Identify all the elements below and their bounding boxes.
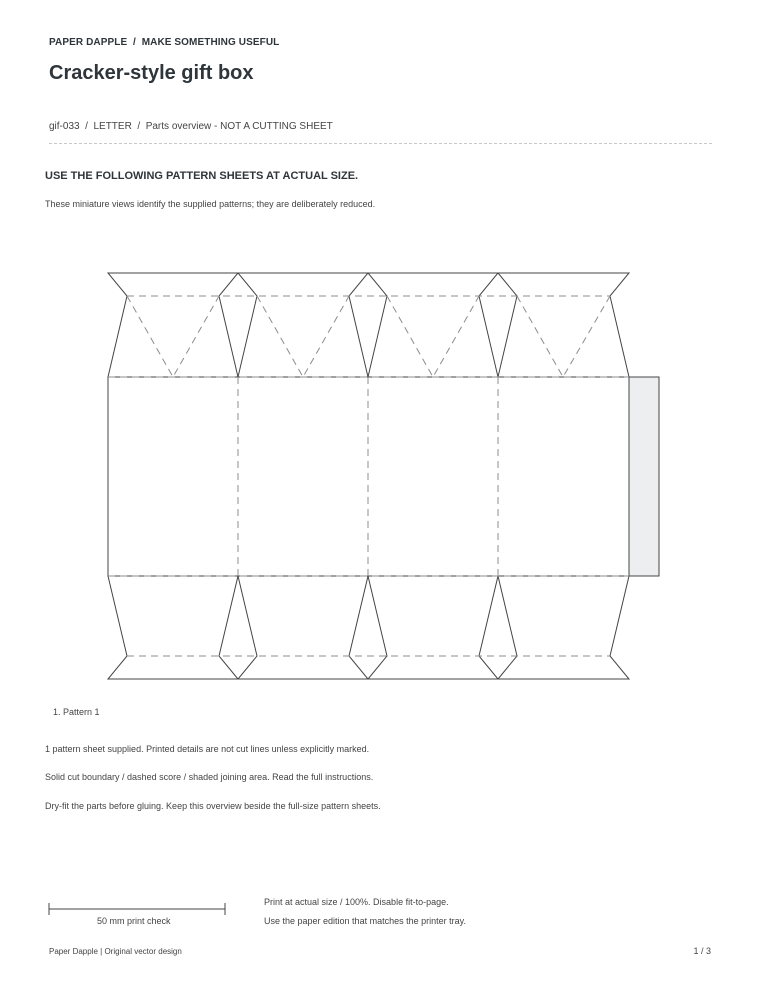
bottom-flap-4 bbox=[498, 576, 629, 679]
page-number: 1 / 3 bbox=[693, 946, 711, 956]
document-meta: gif-033 / LETTER / Parts overview - NOT A CUTTING SHEET bbox=[49, 121, 333, 132]
footer-credit: Paper Dapple | Original vector design bbox=[49, 947, 182, 956]
score-v-3 bbox=[387, 296, 479, 377]
brand-tagline: MAKE SOMETHING USEFUL bbox=[141, 37, 280, 48]
bottom-flap-1 bbox=[108, 576, 238, 679]
top-flap-3 bbox=[368, 273, 498, 377]
bottom-flap-3 bbox=[368, 576, 498, 679]
print-note-size: Print at actual size / 100%. Disable fit-to-page. bbox=[264, 897, 449, 907]
figure-caption: 1. Pattern 1 bbox=[53, 707, 100, 717]
score-v-2 bbox=[257, 296, 349, 377]
brand-name: PAPER DAPPLE bbox=[49, 37, 128, 48]
instruction-heading: USE THE FOLLOWING PATTERN SHEETS AT ACTUAL SIZE. bbox=[45, 170, 359, 182]
glue-tab bbox=[629, 377, 659, 576]
top-flap-1 bbox=[108, 273, 238, 377]
bottom-flap-2 bbox=[238, 576, 368, 679]
page-title: Cracker-style gift box bbox=[49, 62, 254, 84]
print-note-paper: Use the paper edition that matches the printer tray. bbox=[264, 916, 466, 926]
top-flap-2 bbox=[238, 273, 368, 377]
score-v-1 bbox=[127, 296, 219, 377]
brand-separator: / bbox=[133, 37, 136, 48]
note-legend: Solid cut boundary / dashed score / shaded joining area. Read the full instructions. bbox=[45, 772, 374, 782]
top-flap-4 bbox=[498, 273, 629, 377]
note-dryfit: Dry-fit the parts before gluing. Keep this overview beside the full-size pattern sheets. bbox=[45, 801, 381, 811]
instruction-subtext: These miniature views identify the supplied patterns; they are deliberately reduced. bbox=[45, 199, 376, 209]
score-v-4 bbox=[517, 296, 610, 377]
note-sheets: 1 pattern sheet supplied. Printed details are not cut lines unless explicitly marked. bbox=[45, 744, 370, 754]
scale-bar-label: 50 mm print check bbox=[97, 916, 171, 926]
